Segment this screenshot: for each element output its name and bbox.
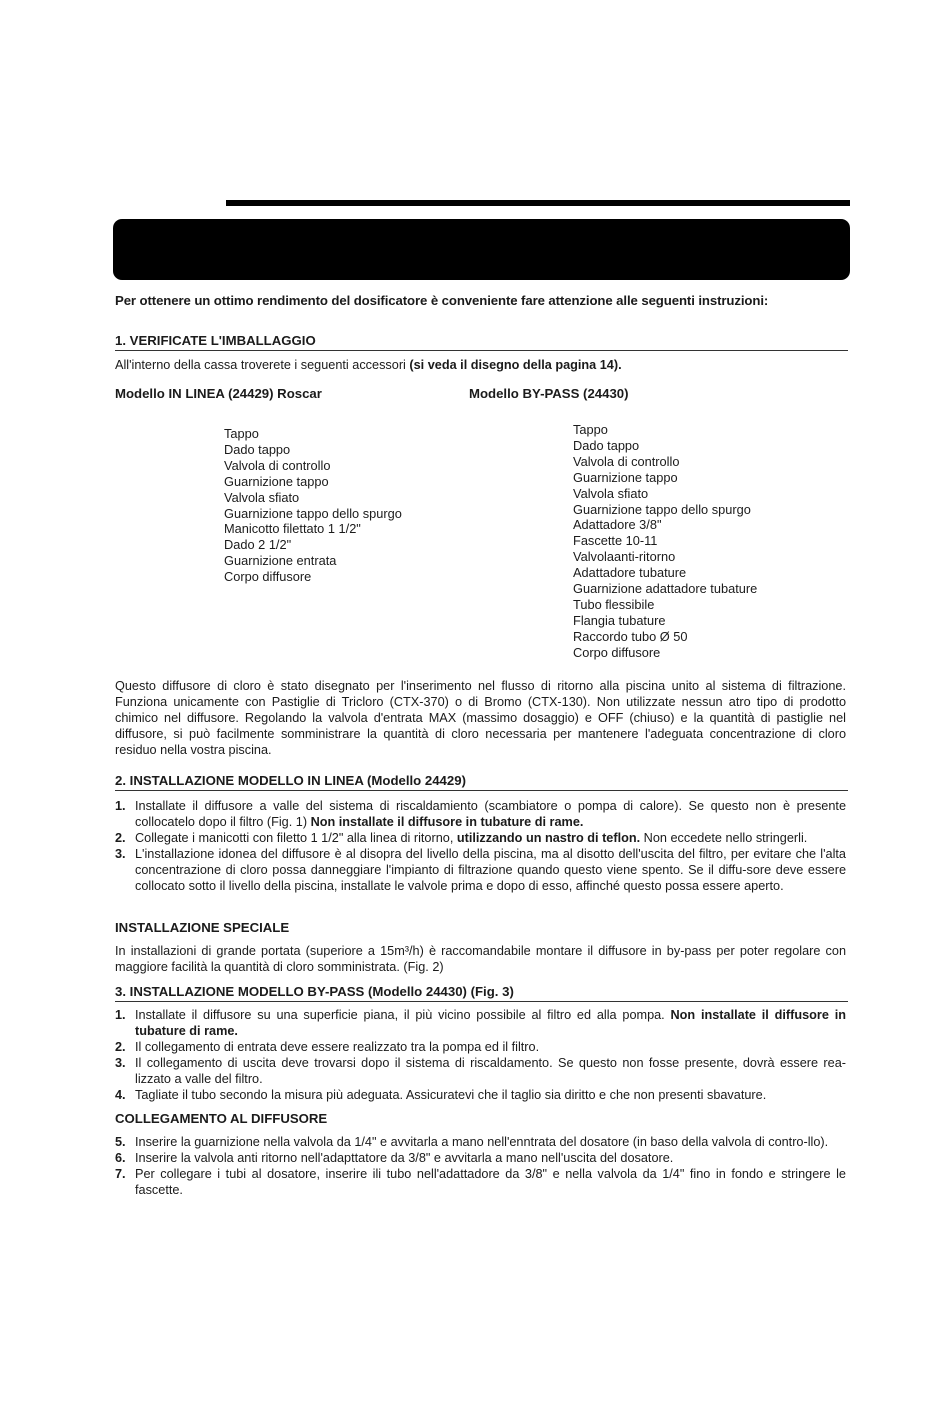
accessory-item: Valvolaanti-ritorno xyxy=(573,549,676,565)
section-1-text xyxy=(115,357,846,373)
section-1-text-bold: (si veda il disegno della pagina 14). xyxy=(409,358,622,372)
accessory-item: Guarnizione tappo xyxy=(224,473,329,489)
section-title-bar xyxy=(113,219,850,280)
accessory-item: Valvola sfiato xyxy=(224,489,300,505)
step-item xyxy=(115,798,846,830)
accessory-item: Fascette 10-11 xyxy=(573,533,658,549)
section-3-steps xyxy=(115,1007,846,1103)
step-item xyxy=(115,1087,846,1103)
connection-heading: COLLEGAMENTO AL DIFFUSORE xyxy=(115,1111,328,1126)
step-item xyxy=(115,1039,846,1055)
section-2-heading: 2. INSTALLAZIONE MODELLO IN LINEA (Modello 24429) xyxy=(115,773,848,791)
top-rule xyxy=(226,200,850,206)
accessory-item: Guarnizione tappo dello spurgo xyxy=(573,501,751,517)
step-text: Installate il diffusore su una superficie piana, il più vicino possibile al filtro ed alla pompa. xyxy=(135,1008,671,1022)
step-text: Installate il diffusore a valle del sistema di riscaldamiento (scambiatore o pompa di calore). Se questo non è presente collocatelo dopo il filtro (Fig. 1) xyxy=(135,799,846,829)
step-item xyxy=(115,1055,846,1087)
intro-text: Per ottenere un ottimo rendimento del dosificatore è conveniente fare attenzione alle seguenti instruzioni: xyxy=(115,293,769,308)
accessory-item: Corpo diffusore xyxy=(224,569,312,585)
step-text: Inserire la valvola anti ritorno nell'adapttatore da 3/8" e avvitarla a mano nell'uscita del dosatore. xyxy=(135,1151,674,1165)
step-item xyxy=(115,846,846,894)
section-2-steps xyxy=(115,798,846,894)
accessory-item: Guarnizione tappo xyxy=(573,469,678,485)
special-install-text: In installazioni di grande portata (superiore a 15m³/h) è raccomandabile montare il diffusore in by-pass per poter regolare con maggiore facilità la quantità di cloro somministrata. (Fig. 2) xyxy=(115,944,846,974)
step-number: 1. xyxy=(115,799,126,813)
step-number: 5. xyxy=(115,1135,126,1149)
accessory-item: Guarnizione entrata xyxy=(224,553,337,569)
section-1-heading: 1. VERIFICATE L'IMBALLAGGIO xyxy=(115,333,848,351)
step-number: 6. xyxy=(115,1151,126,1165)
step-text: Collegate i manicotti con filetto 1 1/2" alla linea di ritorno, xyxy=(135,831,457,845)
step-text: Inserire la guarnizione nella valvola da 1/4" e avvitarla a mano nell'enntrata del dosatore (in baso della valvola di contro-llo). xyxy=(135,1135,829,1149)
accessory-item: Adattadore 3/8" xyxy=(573,517,662,533)
step-item xyxy=(115,1166,846,1198)
step-number: 7. xyxy=(115,1167,126,1181)
step-number: 1. xyxy=(115,1008,126,1022)
accessory-item: Tappo xyxy=(224,426,259,441)
accessory-item: Flangia tubature xyxy=(573,612,666,628)
step-text: Il collegamento di entrata deve essere realizzato tra la pompa ed il filtro. xyxy=(135,1040,540,1054)
step-number: 4. xyxy=(115,1088,126,1102)
step-text: Non eccedete nello stringerli. xyxy=(640,831,808,845)
step-text: Il collegamento di uscita deve trovarsi dopo il sistema di riscaldamento. Se questo non fosse presente, dovrà essere rea-lizzato a valle del filtro. xyxy=(135,1056,846,1086)
step-number: 2. xyxy=(115,1040,126,1054)
special-install-heading: INSTALLAZIONE SPECIALE xyxy=(115,920,290,935)
accessory-item: Manicotto filettato 1 1/2" xyxy=(224,521,361,537)
model-inline-title: Modello IN LINEA (24429) Roscar xyxy=(115,386,322,401)
model-bypass-title: Modello BY-PASS (24430) xyxy=(469,386,629,401)
bypass-accessories-list xyxy=(573,422,757,661)
connection-steps xyxy=(115,1134,846,1198)
step-number: 3. xyxy=(115,847,126,861)
step-text: Per collegare i tubi al dosatore, inserire ili tubo nell'adattadore da 3/8" e nella valvola da 1/4" fino in fondo e stringere le fascette. xyxy=(135,1167,846,1197)
accessory-item: Adattadore tubature xyxy=(573,565,687,581)
accessory-item: Dado tappo xyxy=(573,437,640,453)
section-3-heading: 3. INSTALLAZIONE MODELLO BY-PASS (Modello 24430) (Fig. 3) xyxy=(115,984,848,1002)
step-text: L'installazione idonea del diffusore è al disopra del livello della piscina, ma al disotto dell'uscita del filtro, per evitare che l'alta concentrazione di cloro possa danneggiare l'impianto di filtrazione quando questo viene spento. Se il diffu-sore deve essere collocato sotto il livello della piscina, installate le valvole prima e dopo di esso, affinché questo possa essere aperto. xyxy=(135,847,846,893)
step-text: Tagliate il tubo secondo la misura più adeguata. Assicuratevi che il taglio sia diritto e che non presenti sbavature. xyxy=(135,1088,767,1102)
step-item xyxy=(115,830,846,846)
accessory-item: Valvola di controllo xyxy=(573,453,680,469)
step-number: 2. xyxy=(115,831,126,845)
accessory-item: Dado tappo xyxy=(224,441,291,457)
description-text: Questo diffusore di cloro è stato disegnato per l'inserimento nel flusso di ritorno alla piscina unito al sistema di filtrazione. Funziona unicamente con Pastiglie di Tricloro (CTX-370) o di Bromo (CTX-130). Non utilizzate nessun atro tipo di prodotto chimico nel diffusore. Regolando la valvola d'entrata MAX (massimo dosaggio) e OFF (chiuso) e la quantità di pastiglie nel diffusore, si può facilmente somministrare la quantità di cloro necessaria per mantenere l'adeguata concentrazione di cloro residuo nella vostra piscina. xyxy=(115,679,846,757)
step-text-bold: utilizzando un nastro di teflon. xyxy=(456,831,641,845)
section-1-text-normal: All'interno della cassa troverete i seguenti accessori xyxy=(115,358,410,372)
accessory-item: Tappo xyxy=(573,422,608,437)
step-number: 3. xyxy=(115,1056,126,1070)
inline-accessories-list xyxy=(224,426,402,585)
accessory-item: Tubo flessibile xyxy=(573,596,655,612)
accessory-item: Guarnizione tappo dello spurgo xyxy=(224,505,402,521)
accessory-item: Guarnizione adattadore tubature xyxy=(573,581,758,597)
step-item xyxy=(115,1134,846,1150)
accessory-item: Valvola sfiato xyxy=(573,485,649,501)
accessory-item: Valvola di controllo xyxy=(224,457,331,473)
step-item xyxy=(115,1150,846,1166)
step-text-bold: Non installate il diffusore in tubature di rame. xyxy=(135,1008,846,1038)
step-item xyxy=(115,1007,846,1039)
accessory-item: Dado 2 1/2" xyxy=(224,537,292,553)
accessory-item: Corpo diffusore xyxy=(573,644,661,660)
accessory-item: Raccordo tubo Ø 50 xyxy=(573,628,688,644)
step-text-bold: Non installate il diffusore in tubature di rame. xyxy=(310,815,584,829)
